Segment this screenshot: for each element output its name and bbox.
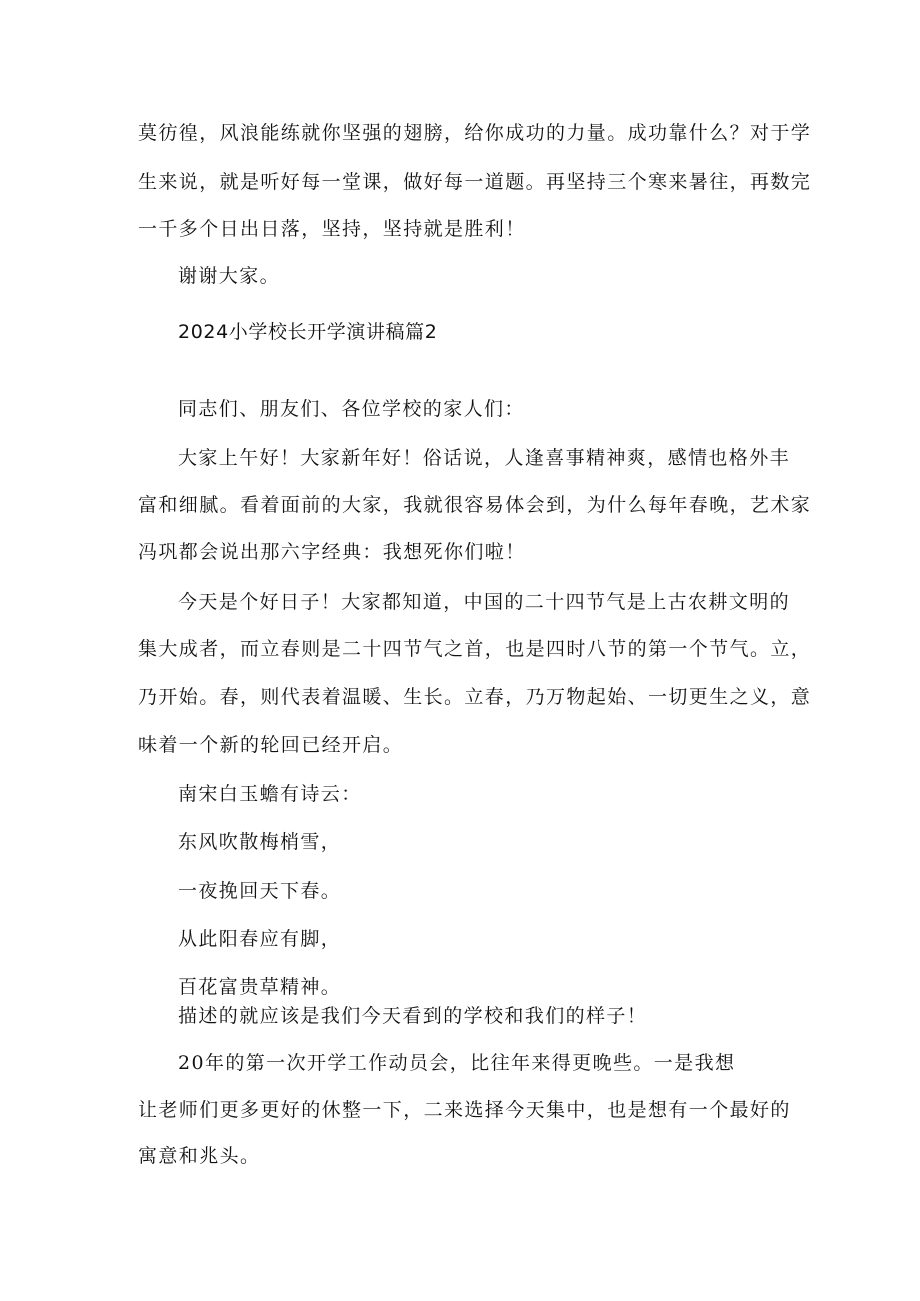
paragraph-3-line-1: 今天是个好日子！大家都知道，中国的二十四节气是上古农耕文明的: [178, 591, 791, 613]
paragraph-4-line-1: 20年的第一次开学工作动员会，比往年来得更晚些。一是我想: [178, 1052, 736, 1074]
thanks-line: 谢谢大家。: [178, 265, 281, 287]
poem-line-3: 从此阳春应有脚，: [178, 928, 342, 950]
paragraph-4-line-3: 寓意和兆头。: [138, 1145, 261, 1167]
poem-line-2: 一夜挽回天下春。: [178, 880, 342, 902]
paragraph-1-line-1: 莫彷徨，风浪能练就你坚强的翅膀，给你成功的力量。成功靠什么？对于学: [138, 122, 812, 144]
paragraph-2-line-2: 富和细腻。看着面前的大家，我就很容易体会到，为什么每年春晚，艺术家: [138, 494, 812, 516]
paragraph-2-line-3: 冯巩都会说出那六字经典：我想死你们啦！: [138, 541, 526, 563]
salutation-line: 同志们、朋友们、各位学校的家人们：: [178, 398, 525, 420]
paragraph-3-line-3: 乃开始。春，则代表着温暖、生长。立春，乃万物起始、一切更生之义，意: [138, 686, 812, 708]
paragraph-1-line-2: 生来说，就是听好每一堂课，做好每一道题。再坚持三个寒来暑往，再数完: [138, 171, 812, 193]
paragraph-3-line-4: 味着一个新的轮回已经开启。: [138, 734, 404, 756]
poem-line-1: 东风吹散梅梢雪，: [178, 831, 342, 853]
section-heading: 2024小学校长开学演讲稿篇2: [178, 321, 438, 343]
paragraph-1-line-3: 一千多个日出日落，坚持，坚持就是胜利！: [138, 218, 526, 240]
poem-after-line: 描述的就应该是我们今天看到的学校和我们的样子！: [178, 1005, 648, 1027]
paragraph-2-line-1: 大家上午好！大家新年好！俗话说，人逢喜事精神爽，感情也格外丰: [178, 447, 791, 469]
paragraph-3-line-2: 集大成者，而立春则是二十四节气之首，也是四时八节的第一个节气。立，: [138, 638, 812, 660]
poem-line-4: 百花富贵草精神。: [178, 976, 342, 998]
paragraph-4-line-2: 让老师们更多更好的休整一下，二来选择今天集中，也是想有一个最好的: [138, 1099, 791, 1121]
poem-intro-line: 南宋白玉蟾有诗云：: [178, 783, 362, 805]
